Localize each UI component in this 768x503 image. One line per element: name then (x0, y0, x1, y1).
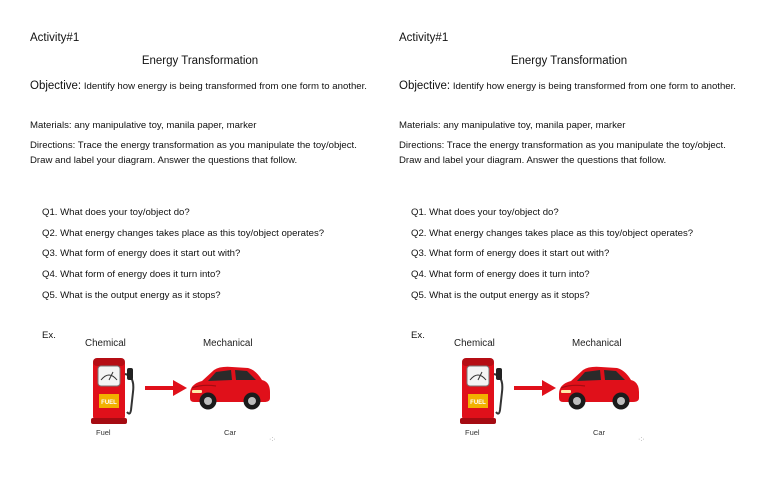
directions-paragraph: Directions: Trace the energy transformation as you manipulate the toy/object. Draw and label your diagram. Answer the questions that follow. (399, 140, 726, 166)
objective-text: Identify how energy is being transformed from one form to another. (452, 81, 736, 92)
arrow-right-icon (514, 379, 556, 397)
from-energy-label: Chemical (454, 338, 495, 349)
example-label: Ex. (42, 330, 56, 341)
activity-sheet-right (399, 0, 768, 503)
pump-text: FUEL (470, 400, 486, 406)
arrow-right-icon (145, 379, 187, 397)
car-icon (555, 362, 641, 412)
materials-paragraph: Materials: any manipulative toy, manila paper, marker (30, 120, 257, 131)
pump-text: FUEL (101, 400, 117, 406)
fuel-pump-icon (89, 352, 139, 426)
car-caption: Car (593, 428, 606, 437)
question-5: Q5. What is the output energy as it stops? (411, 290, 590, 301)
to-energy-label: Mechanical (203, 338, 253, 349)
activity-title: Energy Transformation (510, 55, 628, 67)
question-2: Q2. What energy changes takes place as this toy/object operates? (42, 228, 325, 239)
objective-label: Objective: (30, 80, 82, 92)
question-1: Q1. What does your toy/object do? (411, 207, 559, 218)
question-3: Q3. What form of energy does it start out with? (411, 248, 610, 259)
question-1: Q1. What does your toy/object do? (42, 207, 190, 218)
question-5: Q5. What is the output energy as it stops? (42, 290, 221, 301)
fuel-caption: Fuel (96, 428, 111, 437)
fuel-pump-icon (458, 352, 508, 426)
objective-text: Identify how energy is being transformed from one form to another. (83, 81, 367, 92)
objective-paragraph (30, 79, 370, 94)
activity-sheet-left (30, 0, 402, 503)
car-caption: Car (224, 428, 237, 437)
objective-paragraph (399, 79, 739, 94)
car-icon (186, 362, 272, 412)
activity-title: Energy Transformation (141, 55, 259, 67)
directions-paragraph: Directions: Trace the energy transformation as you manipulate the toy/object. Draw and label your diagram. Answer the questions that follow. (30, 140, 357, 166)
question-2: Q2. What energy changes takes place as this toy/object operates? (411, 228, 694, 239)
from-energy-label: Chemical (85, 338, 126, 349)
activity-heading: Activity#1 (399, 32, 449, 44)
example-label: Ex. (411, 330, 425, 341)
question-4: Q4. What form of energy does it turn into? (411, 269, 590, 280)
faint-mark: ·:· (638, 436, 645, 443)
activity-heading: Activity#1 (30, 32, 80, 44)
to-energy-label: Mechanical (572, 338, 622, 349)
materials-paragraph: Materials: any manipulative toy, manila paper, marker (399, 120, 626, 131)
objective-label: Objective: (399, 80, 451, 92)
question-3: Q3. What form of energy does it start out with? (42, 248, 241, 259)
question-4: Q4. What form of energy does it turn into? (42, 269, 221, 280)
fuel-caption: Fuel (465, 428, 480, 437)
faint-mark: ·:· (269, 436, 276, 443)
